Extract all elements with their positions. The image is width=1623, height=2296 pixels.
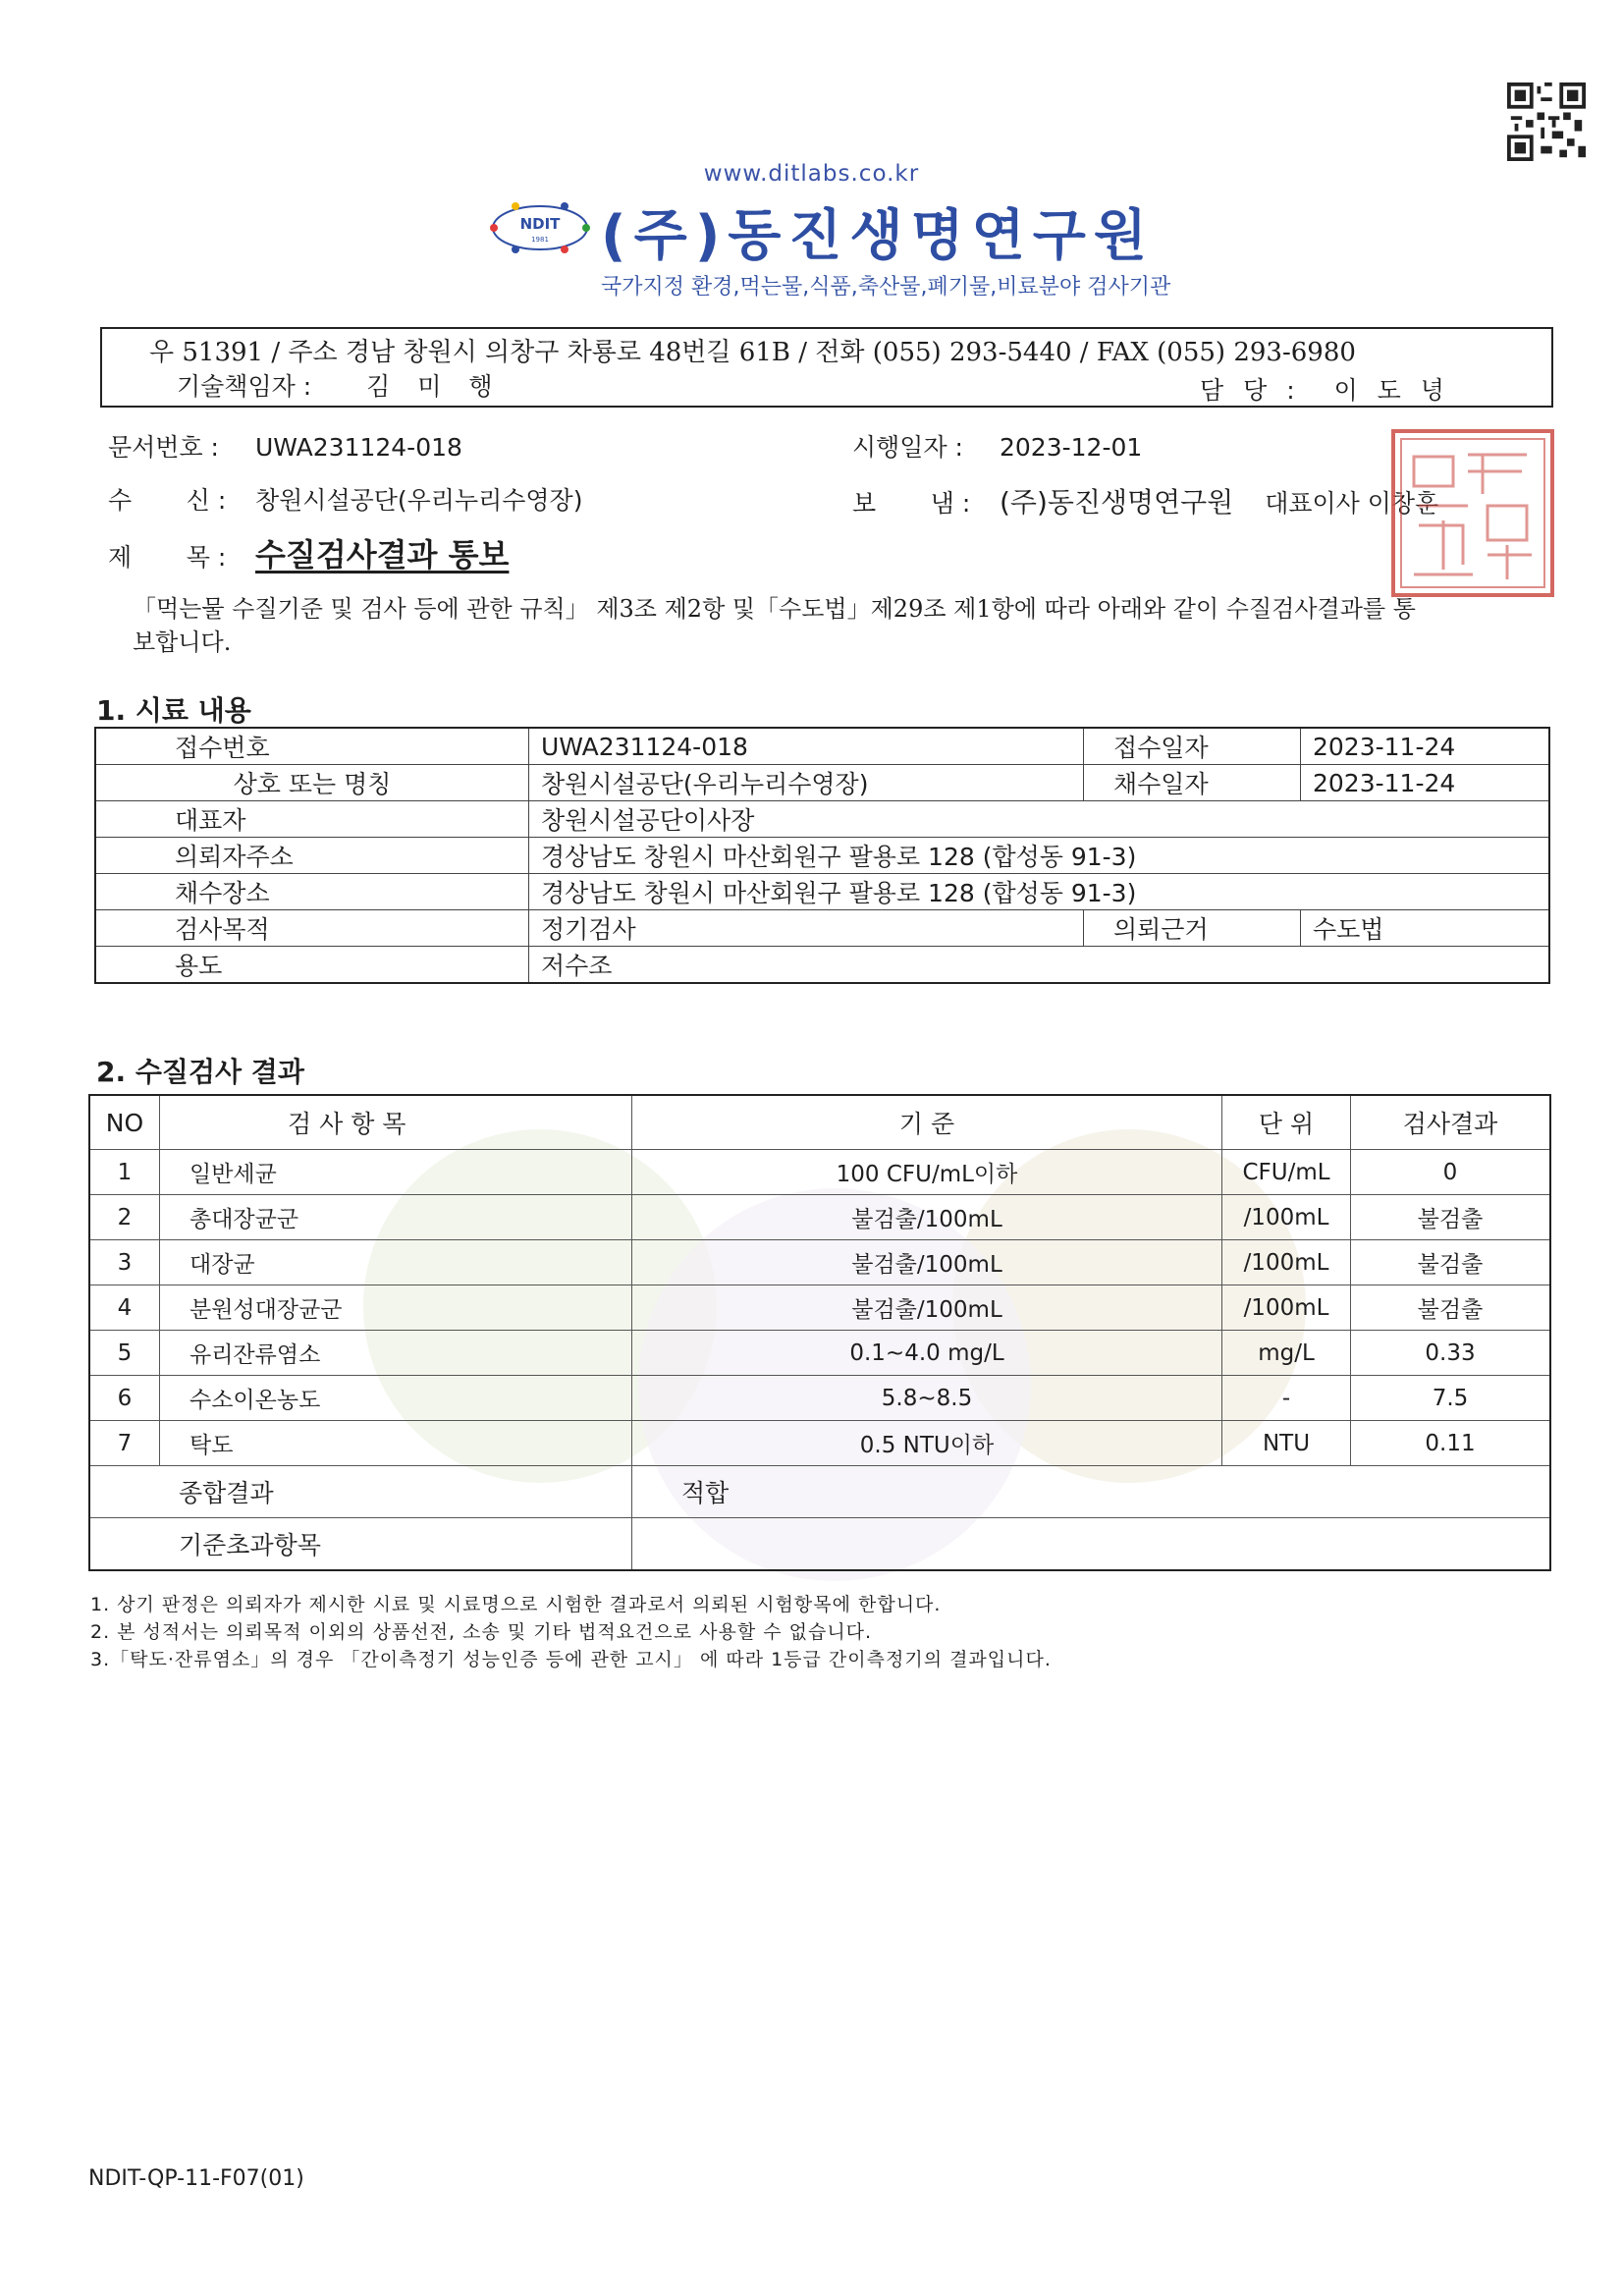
row-item: 분원성대장균군 <box>160 1285 632 1331</box>
row-result: 0.33 <box>1351 1331 1551 1376</box>
row-standard: 불검출/100mL <box>632 1240 1222 1285</box>
company-name: (주)동진생명연구원 <box>601 204 1155 268</box>
table-row <box>89 1421 1550 1466</box>
ceo-name: 대표이사 이창훈 <box>1265 489 1439 518</box>
table-row <box>89 1285 1550 1331</box>
preamble-text: 「먹는물 수질기준 및 검사 등에 관한 규칙」 제3조 제2항 및「수도법」제29조 제1항에 따라 아래와 같이 수질검사결과를 통보합니다. <box>133 595 1416 656</box>
col-result: 검사결과 <box>1351 1095 1551 1150</box>
receipt-no-label: 접수번호 <box>95 728 529 765</box>
row-unit: NTU <box>1222 1421 1351 1466</box>
water-test-results-table <box>88 1094 1551 1571</box>
svg-text:1981: 1981 <box>531 236 549 244</box>
notes <box>90 1591 1052 1673</box>
summary-label: 종합결과 <box>89 1466 632 1518</box>
sample-date-value: 2023-11-24 <box>1301 765 1550 801</box>
sample-info-table <box>94 727 1550 984</box>
table-header-row <box>89 1095 1550 1150</box>
row-no: 6 <box>89 1376 160 1421</box>
col-item: 검 사 항 목 <box>160 1095 632 1150</box>
table-row <box>89 1195 1550 1240</box>
document-number <box>108 428 462 464</box>
row-unit: CFU/mL <box>1222 1150 1351 1195</box>
table-row <box>89 1331 1550 1376</box>
sample-place-label: 채수장소 <box>95 874 529 910</box>
receipt-date-value: 2023-11-24 <box>1301 728 1550 765</box>
use-label: 용도 <box>95 947 529 984</box>
table-row <box>95 838 1549 874</box>
exceed-value <box>632 1518 1551 1571</box>
recipient-label: 수 신 : <box>108 486 227 515</box>
exceed-row <box>89 1518 1550 1571</box>
representative-label: 대표자 <box>95 801 529 838</box>
form-code: NDIT-QP-11-F07(01) <box>88 2166 304 2191</box>
note-item: 1. 상기 판정은 의뢰자가 제시한 시료 및 시료명으로 시험한 결과로서 의뢰된 시험항목에 한합니다. <box>90 1594 942 1615</box>
row-no: 3 <box>89 1240 160 1285</box>
row-result: 불검출 <box>1351 1240 1551 1285</box>
document-number-label: 문서번호 : <box>108 433 219 462</box>
row-no: 7 <box>89 1421 160 1466</box>
subject-value: 수질검사결과 통보 <box>255 536 510 574</box>
document-number-value: UWA231124-018 <box>255 433 462 462</box>
row-standard: 0.1~4.0 mg/L <box>632 1331 1222 1376</box>
issue-date-value: 2023-12-01 <box>1000 433 1143 462</box>
summary-row <box>89 1466 1550 1518</box>
qr-code-icon <box>1507 82 1586 161</box>
svg-text:NDIT: NDIT <box>519 215 561 233</box>
row-item: 수소이온농도 <box>160 1376 632 1421</box>
company-tagline: 국가지정 환경,먹는물,식품,축산물,폐기물,비료분야 검사기관 <box>601 275 1171 300</box>
row-item: 일반세균 <box>160 1150 632 1195</box>
receipt-no-value: UWA231124-018 <box>529 728 1084 765</box>
company-address: 우 51391 / 주소 경남 창원시 의창구 차룡로 48번길 61B / 전화 (055) 293-5440 / FAX (055) 293-6980 <box>149 338 1356 367</box>
person-in-charge-label: 담 당 : <box>1200 376 1301 405</box>
row-unit: - <box>1222 1376 1351 1421</box>
sender-value: (주)동진생명연구원 <box>1000 486 1234 519</box>
client-address-label: 의뢰자주소 <box>95 838 529 874</box>
exceed-label: 기준초과항목 <box>89 1518 632 1571</box>
row-no: 5 <box>89 1331 160 1376</box>
person-in-charge <box>1200 371 1450 407</box>
note-item: 2. 본 성적서는 의뢰목적 이외의 상품선전, 소송 및 기타 법적요건으로 사용할 수 없습니다. <box>90 1621 873 1643</box>
section2-heading: 2. 수질검사 결과 <box>96 1056 304 1088</box>
issue-date <box>852 428 1142 464</box>
row-item: 유리잔류염소 <box>160 1331 632 1376</box>
use-value: 저수조 <box>529 947 1550 984</box>
subject-label: 제 목 : <box>108 543 227 572</box>
section1-heading: 1. 시료 내용 <box>96 694 251 727</box>
row-result: 0.11 <box>1351 1421 1551 1466</box>
official-seal-stamp <box>1389 427 1556 599</box>
row-no: 1 <box>89 1150 160 1195</box>
basis-label: 의뢰근거 <box>1084 910 1301 947</box>
table-row <box>95 947 1549 984</box>
table-row <box>89 1376 1550 1421</box>
technical-manager <box>177 367 502 403</box>
summary-value: 적합 <box>632 1466 1551 1518</box>
col-standard: 기 준 <box>632 1095 1222 1150</box>
row-unit: /100mL <box>1222 1195 1351 1240</box>
basis-value: 수도법 <box>1301 910 1550 947</box>
recipient <box>108 481 582 517</box>
sample-date-label: 채수일자 <box>1084 765 1301 801</box>
table-row <box>95 874 1549 910</box>
receipt-date-label: 접수일자 <box>1084 728 1301 765</box>
name-value: 창원시설공단(우리누리수영장) <box>529 765 1084 801</box>
recipient-value: 창원시설공단(우리누리수영장) <box>255 486 583 515</box>
technical-manager-name: 김 미 행 <box>366 372 503 401</box>
col-no: NO <box>89 1095 160 1150</box>
table-row <box>95 765 1549 801</box>
sender-label: 보 냄 : <box>852 489 971 518</box>
row-item: 대장균 <box>160 1240 632 1285</box>
issue-date-label: 시행일자 : <box>852 433 963 462</box>
sender <box>852 481 1438 520</box>
row-item: 총대장균군 <box>160 1195 632 1240</box>
row-unit: /100mL <box>1222 1240 1351 1285</box>
row-item: 탁도 <box>160 1421 632 1466</box>
row-unit: /100mL <box>1222 1285 1351 1331</box>
note-item: 3.「탁도·잔류염소」의 경우 「간이측정기 성능인증 등에 관한 고시」 에 따라 1등급 간이측정기의 결과입니다. <box>90 1649 1052 1670</box>
table-row <box>89 1240 1550 1285</box>
row-result: 7.5 <box>1351 1376 1551 1421</box>
ndit-emblem-icon <box>486 196 594 259</box>
name-label: 상호 또는 명칭 <box>95 765 529 801</box>
sample-place-value: 경상남도 창원시 마산회원구 팔용로 128 (합성동 91-3) <box>529 874 1550 910</box>
person-in-charge-name: 이 도 녕 <box>1333 376 1450 405</box>
website-url: www.ditlabs.co.kr <box>703 161 920 187</box>
table-row <box>95 910 1549 947</box>
col-unit: 단 위 <box>1222 1095 1351 1150</box>
technical-manager-label: 기술책임자 : <box>177 372 312 401</box>
client-address-value: 경상남도 창원시 마산회원구 팔용로 128 (합성동 91-3) <box>529 838 1550 874</box>
row-no: 2 <box>89 1195 160 1240</box>
row-no: 4 <box>89 1285 160 1331</box>
purpose-value: 정기검사 <box>529 910 1084 947</box>
row-result: 0 <box>1351 1150 1551 1195</box>
row-standard: 불검출/100mL <box>632 1195 1222 1240</box>
purpose-label: 검사목적 <box>95 910 529 947</box>
row-unit: mg/L <box>1222 1331 1351 1376</box>
subject <box>108 530 509 575</box>
row-standard: 0.5 NTU이하 <box>632 1421 1222 1466</box>
table-row <box>89 1150 1550 1195</box>
row-standard: 5.8~8.5 <box>632 1376 1222 1421</box>
representative-value: 창원시설공단이사장 <box>529 801 1550 838</box>
table-row <box>95 728 1549 765</box>
table-row <box>95 801 1549 838</box>
row-standard: 100 CFU/mL이하 <box>632 1150 1222 1195</box>
row-result: 불검출 <box>1351 1285 1551 1331</box>
row-result: 불검출 <box>1351 1195 1551 1240</box>
row-standard: 불검출/100mL <box>632 1285 1222 1331</box>
